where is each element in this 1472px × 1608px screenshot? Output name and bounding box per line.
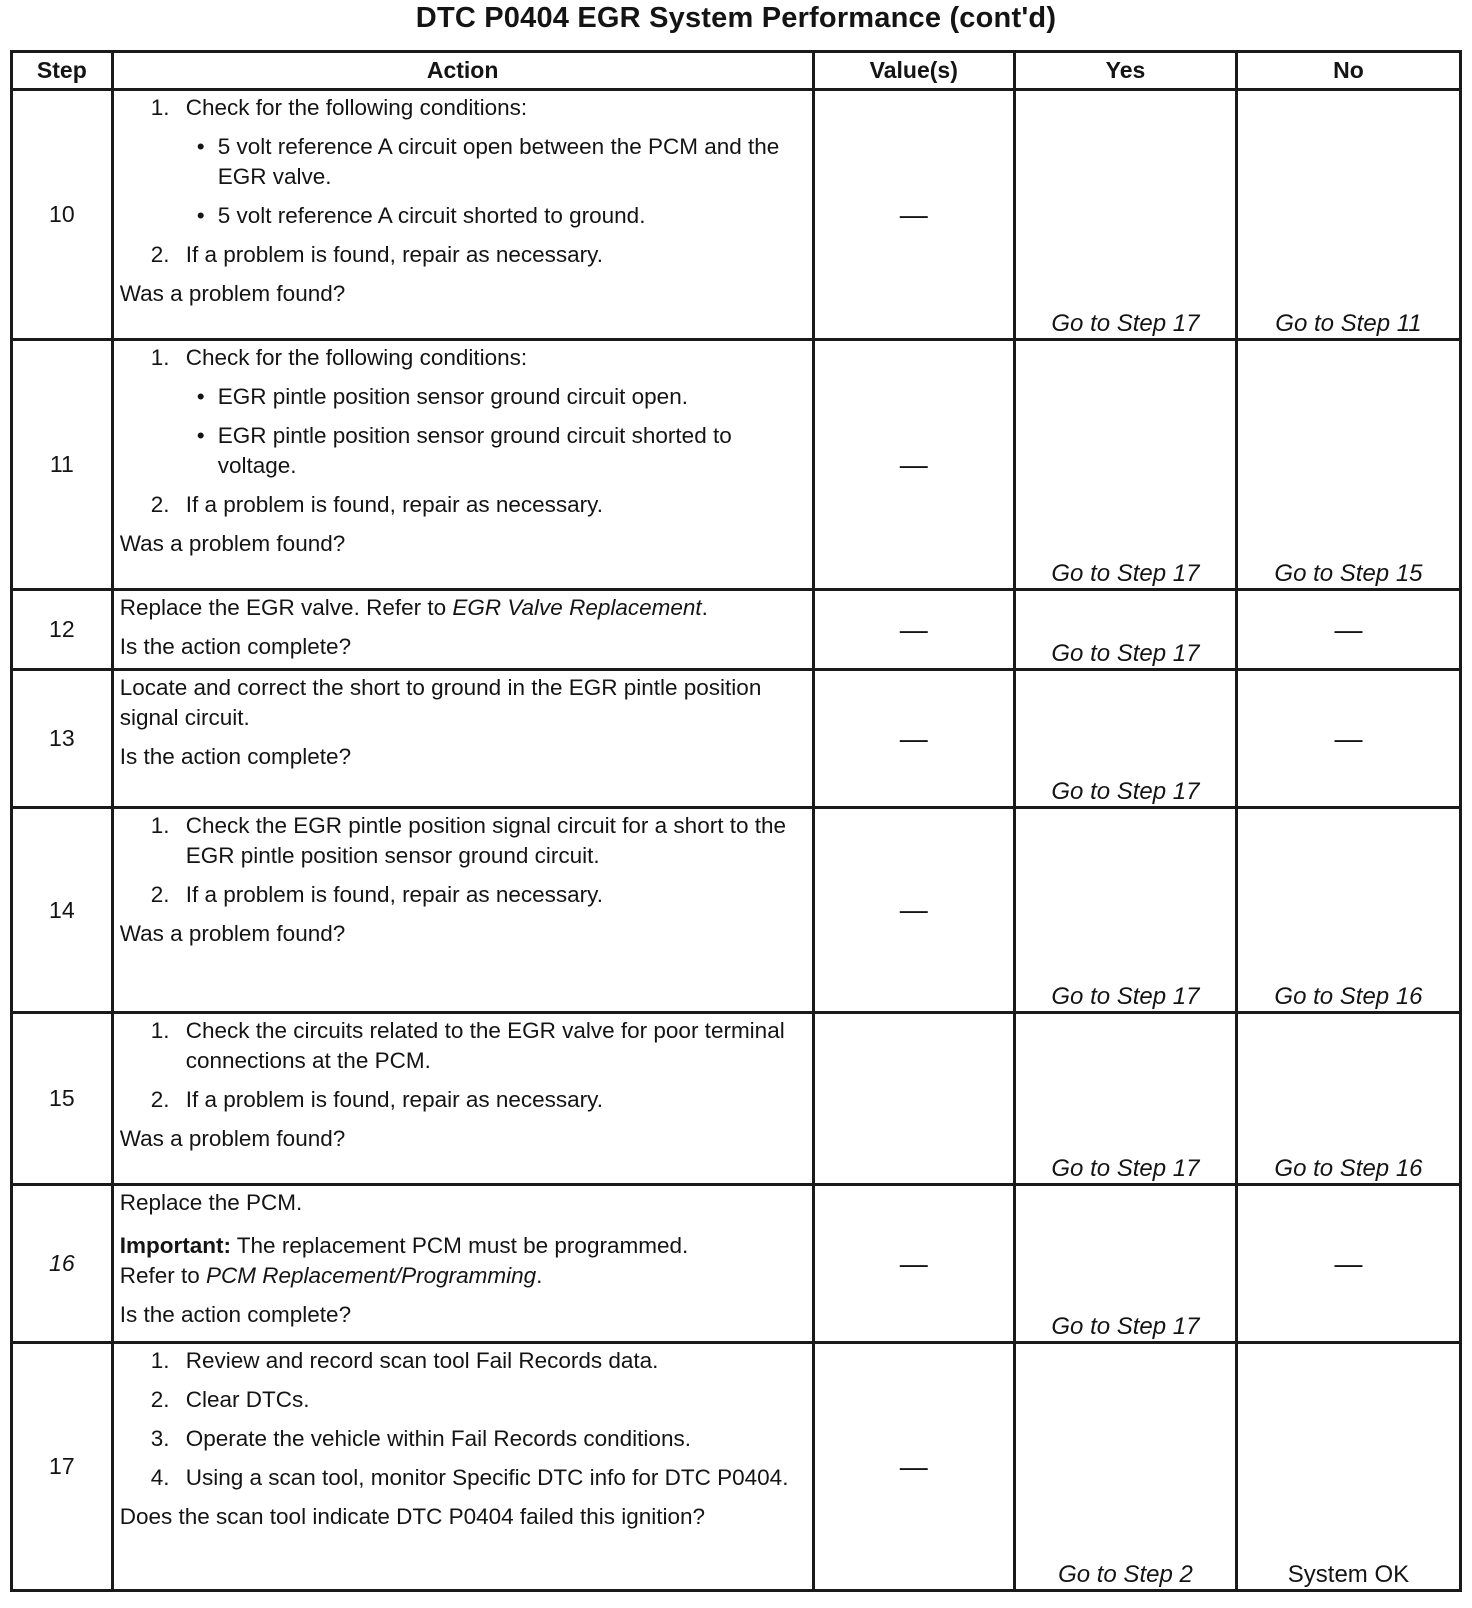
value-cell [813, 1013, 1014, 1185]
list-item [120, 1463, 806, 1493]
item-text: Check for the following conditions: [185, 345, 528, 370]
item-text: Operate the vehicle within Fail Records conditions. [185, 1426, 691, 1451]
bullet-icon: • [196, 203, 205, 228]
item-text: Check the EGR pintle position signal circuit for a short to the EGR pintle position sensor ground circuit. [185, 813, 786, 868]
item-number: 4. [150, 1465, 170, 1490]
bullet-text: EGR pintle position sensor ground circuit open. [217, 384, 688, 409]
header-values: Value(s) [813, 52, 1014, 90]
item-number: 2. [150, 1087, 170, 1112]
yes-cell: Go to Step 2 [1014, 1343, 1236, 1591]
no-cell: System OK [1236, 1343, 1460, 1591]
step-number: 16 [12, 1185, 113, 1343]
diagnostic-table [10, 50, 1462, 1592]
yes-cell: Go to Step 17 [1014, 670, 1236, 808]
bullet-icon: • [196, 384, 205, 409]
item-number: 1. [150, 95, 170, 120]
reference-link[interactable]: PCM Replacement/Programming [206, 1263, 537, 1288]
item-number: 2. [150, 242, 170, 267]
list-item [120, 880, 806, 910]
list-item [120, 1385, 806, 1415]
value-cell: — [813, 1185, 1014, 1343]
table-row-step-17 [12, 1343, 1461, 1591]
bullet-item [120, 421, 806, 481]
value-cell: — [813, 670, 1014, 808]
value-cell: — [813, 1343, 1014, 1591]
table-row-step-16 [12, 1185, 1461, 1343]
bullet-icon: • [196, 134, 205, 159]
list-item [120, 343, 806, 373]
header-step: Step [12, 52, 113, 90]
action-text: Replace the EGR valve. Refer to EGR Valve Replacement. [119, 595, 708, 620]
yes-cell: Go to Step 17 [1014, 808, 1236, 1013]
list-item [120, 811, 806, 871]
important-note: Important: The replacement PCM must be programmed. Refer to PCM Replacement/Programming. [119, 1233, 689, 1288]
item-text: Check for the following conditions: [185, 95, 528, 120]
header-yes: Yes [1014, 52, 1236, 90]
no-cell: Go to Step 15 [1236, 340, 1460, 590]
reference-link[interactable]: EGR Valve Replacement [452, 595, 702, 620]
step-number: 15 [12, 1013, 113, 1185]
step-number: 12 [12, 590, 113, 670]
action-cell [112, 1185, 813, 1343]
bullet-icon: • [196, 423, 205, 448]
no-cell: — [1236, 590, 1460, 670]
bullet-text: 5 volt reference A circuit shorted to ground. [217, 203, 646, 228]
step-number: 11 [12, 340, 113, 590]
question-text: Was a problem found? [119, 921, 346, 946]
no-cell: — [1236, 670, 1460, 808]
action-cell [112, 1343, 813, 1591]
no-cell: Go to Step 11 [1236, 90, 1460, 340]
bullet-text: EGR pintle position sensor ground circuit shorted to voltage. [217, 423, 732, 478]
list-item [120, 1016, 806, 1076]
bullet-item [120, 201, 806, 231]
yes-cell: Go to Step 17 [1014, 1013, 1236, 1185]
action-cell [112, 808, 813, 1013]
page-title: DTC P0404 EGR System Performance (cont'd) [415, 2, 1057, 34]
bullet-text: 5 volt reference A circuit open between the PCM and the EGR valve. [217, 134, 780, 189]
important-label: Important: [119, 1233, 231, 1258]
bullet-item [120, 132, 806, 192]
header-no: No [1236, 52, 1460, 90]
step-number: 13 [12, 670, 113, 808]
header-action: Action [112, 52, 813, 90]
value-cell: — [813, 808, 1014, 1013]
item-text: Check the circuits related to the EGR valve for poor terminal connections at the PCM. [185, 1018, 785, 1073]
question-text: Is the action complete? [119, 634, 352, 659]
value-cell: — [813, 340, 1014, 590]
question-text: Is the action complete? [119, 1302, 352, 1327]
yes-cell: Go to Step 17 [1014, 1185, 1236, 1343]
step-number: 10 [12, 90, 113, 340]
item-number: 2. [150, 882, 170, 907]
no-cell: — [1236, 1185, 1460, 1343]
action-cell [112, 590, 813, 670]
bullet-item [120, 382, 806, 412]
yes-cell: Go to Step 17 [1014, 340, 1236, 590]
item-text: If a problem is found, repair as necessary. [185, 242, 603, 267]
action-cell [112, 1013, 813, 1185]
question-text: Does the scan tool indicate DTC P0404 failed this ignition? [119, 1504, 706, 1529]
step-number: 14 [12, 808, 113, 1013]
step-number: 17 [12, 1343, 113, 1591]
question-text: Is the action complete? [119, 744, 352, 769]
action-text: Replace the PCM. [119, 1190, 303, 1215]
table-row-step-14 [12, 808, 1461, 1013]
question-text: Was a problem found? [119, 1126, 346, 1151]
item-number: 3. [150, 1426, 170, 1451]
action-cell [112, 340, 813, 590]
list-item [120, 1346, 806, 1376]
list-item [120, 1424, 806, 1454]
yes-cell: Go to Step 17 [1014, 90, 1236, 340]
item-number: 1. [150, 1348, 170, 1373]
table-row-step-13 [12, 670, 1461, 808]
question-text: Was a problem found? [119, 531, 346, 556]
question-text: Was a problem found? [119, 281, 346, 306]
action-text: Locate and correct the short to ground in the EGR pintle position signal circuit. [119, 675, 762, 730]
item-number: 2. [150, 492, 170, 517]
list-item [120, 490, 806, 520]
item-number: 1. [150, 1018, 170, 1043]
item-text: If a problem is found, repair as necessary. [185, 492, 603, 517]
item-text: Clear DTCs. [185, 1387, 310, 1412]
item-number: 1. [150, 345, 170, 370]
list-item [120, 240, 806, 270]
list-item [120, 93, 806, 123]
item-number: 2. [150, 1387, 170, 1412]
item-text: If a problem is found, repair as necessary. [185, 882, 603, 907]
no-cell: Go to Step 16 [1236, 1013, 1460, 1185]
table-row-step-11 [12, 340, 1461, 590]
item-number: 1. [150, 813, 170, 838]
item-text: If a problem is found, repair as necessary. [185, 1087, 603, 1112]
header-row [12, 52, 1461, 90]
no-cell: Go to Step 16 [1236, 808, 1460, 1013]
action-cell [112, 670, 813, 808]
list-item [120, 1085, 806, 1115]
item-text: Review and record scan tool Fail Records data. [185, 1348, 659, 1373]
table-row-step-12 [12, 590, 1461, 670]
action-cell [112, 90, 813, 340]
table-row-step-10 [12, 90, 1461, 340]
table-row-step-15 [12, 1013, 1461, 1185]
value-cell: — [813, 590, 1014, 670]
value-cell: — [813, 90, 1014, 340]
yes-cell: Go to Step 17 [1014, 590, 1236, 670]
item-text: Using a scan tool, monitor Specific DTC info for DTC P0404. [185, 1465, 789, 1490]
